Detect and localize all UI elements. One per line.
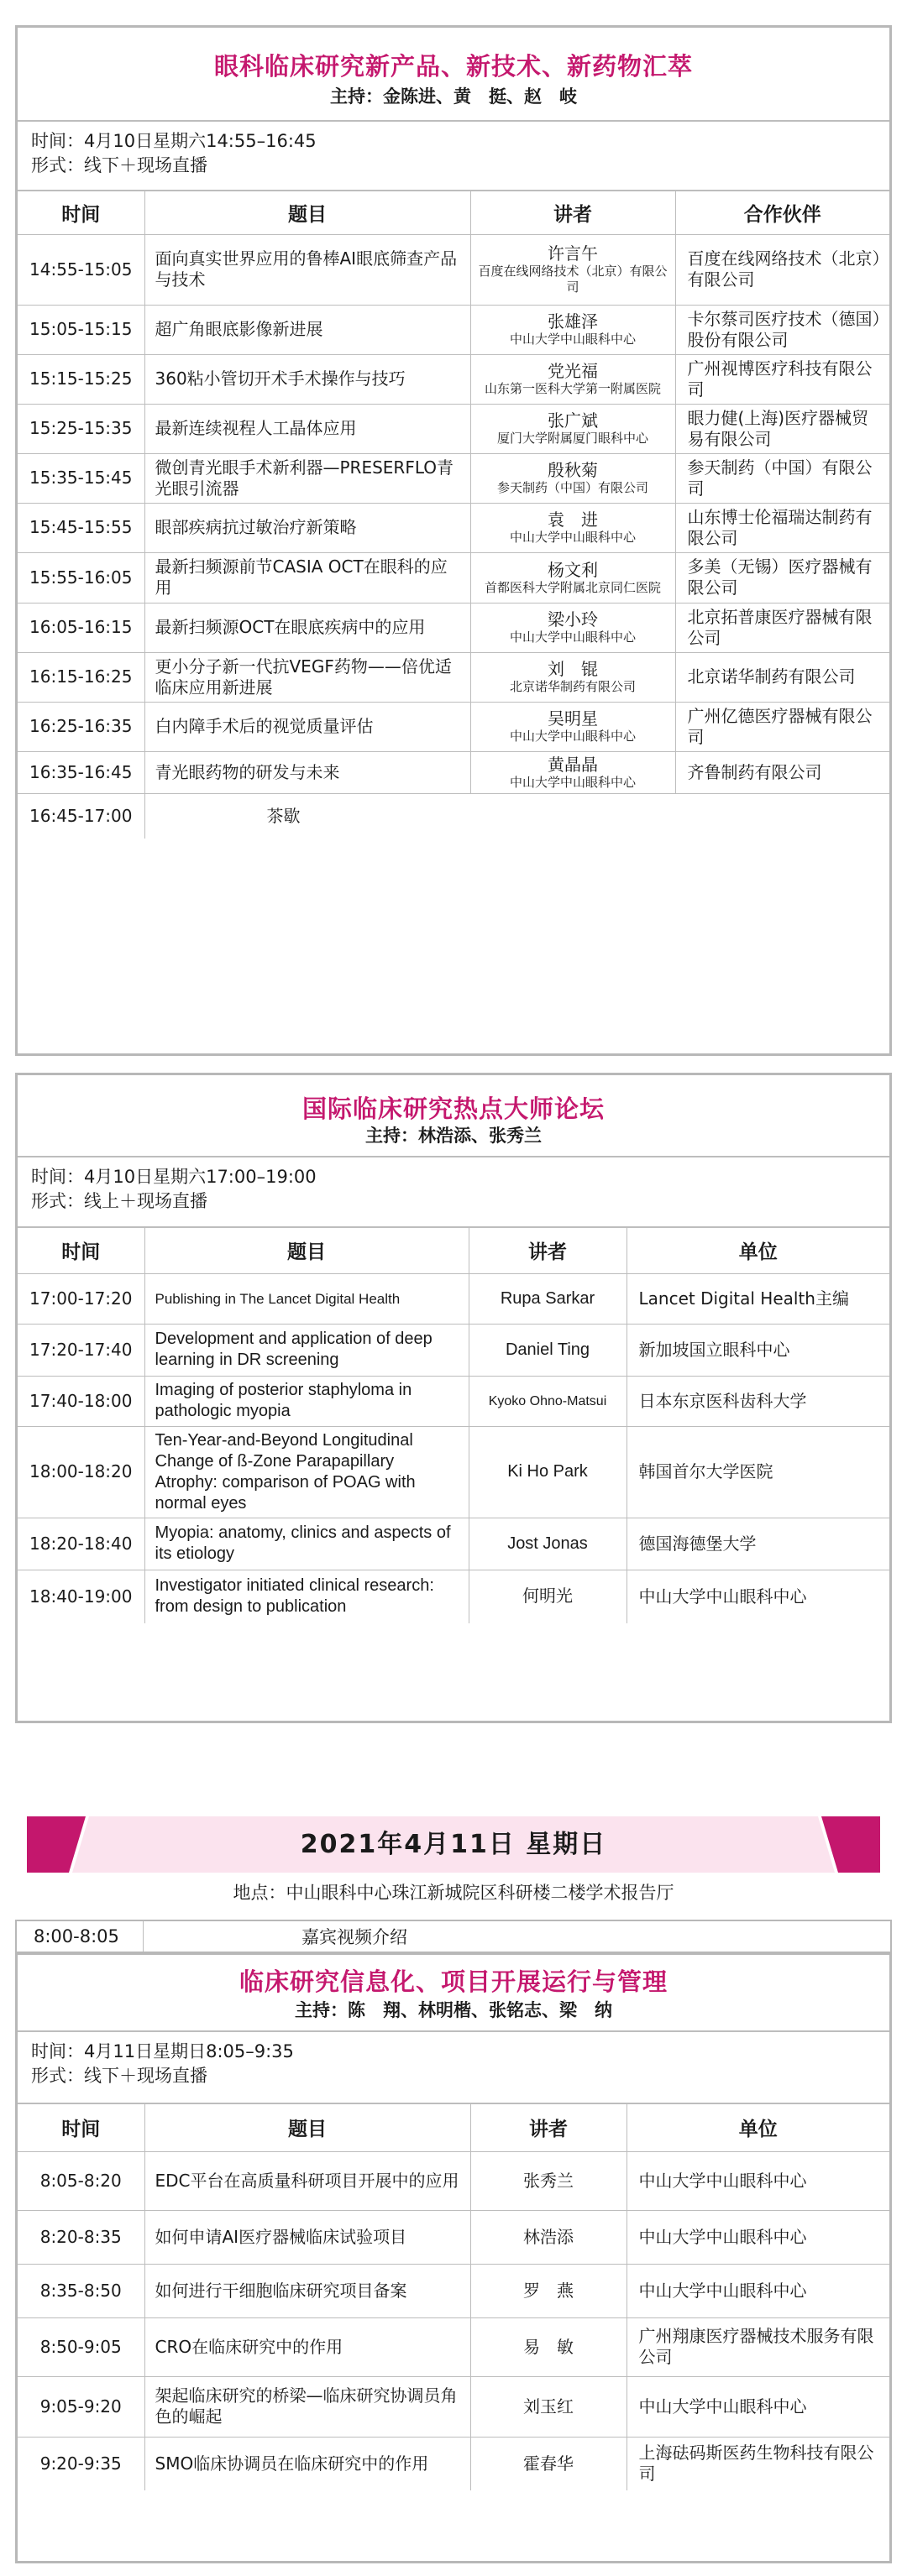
speaker-name: 吴明星 bbox=[548, 708, 598, 729]
session-format: 形式：线下＋现场直播 bbox=[31, 155, 207, 175]
row-partner: 山东博士伦福瑞达制药有限公司 bbox=[675, 503, 889, 552]
row-topic: 最新扫频源前节CASIA OCT在眼科的应用 bbox=[144, 552, 470, 603]
row-topic: 微创青光眼手术新利器—PRESERFLO青光眼引流器 bbox=[144, 453, 470, 503]
row-speaker: 易 敏 bbox=[470, 2317, 627, 2376]
welcome-row bbox=[15, 1920, 892, 1953]
row-speaker: Kyoko Ohno-Matsui bbox=[469, 1376, 627, 1426]
row-time: 16:05-16:15 bbox=[18, 603, 144, 652]
section-title: 眼科临床研究新产品、新技术、新药物汇萃 bbox=[213, 52, 693, 81]
speaker-name: 许言午 bbox=[548, 243, 598, 264]
row-speaker: Rupa Sarkar bbox=[469, 1273, 627, 1324]
table-row bbox=[18, 1426, 889, 1518]
table-row bbox=[18, 2317, 889, 2376]
header-speaker: 讲者 bbox=[469, 1227, 627, 1273]
row-topic: CRO在临床研究中的作用 bbox=[144, 2317, 470, 2376]
table-row bbox=[18, 2376, 889, 2437]
welcome-label: 嘉宾视频介绍 bbox=[301, 1927, 407, 1947]
row-speaker: 罗 燕 bbox=[470, 2264, 627, 2317]
speaker-affiliation: 首都医科大学附属北京同仁医院 bbox=[484, 579, 661, 595]
header-unit: 单位 bbox=[627, 1227, 889, 1273]
row-partner: 北京拓普康医疗器械有限公司 bbox=[675, 603, 889, 652]
row-time: 17:00-17:20 bbox=[18, 1273, 144, 1324]
row-unit: 中山大学中山眼科中心 bbox=[627, 2264, 889, 2317]
row-time: 17:20-17:40 bbox=[18, 1324, 144, 1376]
row-partner: 齐鲁制药有限公司 bbox=[675, 751, 889, 793]
row-speaker: 刘玉红 bbox=[470, 2376, 627, 2437]
section-title: 国际临床研究热点大师论坛 bbox=[301, 1095, 605, 1123]
row-topic: Publishing in The Lancet Digital Health bbox=[144, 1273, 469, 1324]
table-row bbox=[18, 702, 889, 751]
row-speaker bbox=[470, 652, 675, 702]
session-time: 时间：4月10日星期六14:55–16:45 bbox=[31, 131, 317, 151]
row-speaker bbox=[470, 305, 675, 354]
table-row bbox=[18, 1324, 889, 1376]
table-row bbox=[18, 2210, 889, 2264]
table-row bbox=[18, 552, 889, 603]
date-banner bbox=[27, 1816, 880, 1873]
row-unit: 韩国首尔大学医院 bbox=[627, 1426, 889, 1518]
speaker-name: 黄晶晶 bbox=[548, 754, 598, 775]
session-info bbox=[18, 1156, 889, 1226]
row-time: 15:55-16:05 bbox=[18, 552, 144, 603]
table-row bbox=[18, 652, 889, 702]
speaker-name: 殷秋菊 bbox=[548, 460, 598, 480]
row-topic: Investigator initiated clinical research: from design to publication bbox=[144, 1570, 469, 1623]
table-row bbox=[18, 453, 889, 503]
schedule-table bbox=[18, 190, 889, 839]
speaker-affiliation: 厦门大学附属厦门眼科中心 bbox=[496, 431, 648, 446]
row-unit: 新加坡国立眼科中心 bbox=[627, 1324, 889, 1376]
session-format: 形式：线上＋现场直播 bbox=[31, 1191, 207, 1211]
section-title: 临床研究信息化、项目开展运行与管理 bbox=[239, 1967, 668, 1996]
row-time: 14:55-15:05 bbox=[18, 234, 144, 305]
speaker-affiliation: 北京诺华制药有限公司 bbox=[509, 679, 636, 694]
session-info bbox=[18, 120, 889, 190]
row-time: 17:40-18:00 bbox=[18, 1376, 144, 1426]
welcome-time: 8:00-8:05 bbox=[17, 1921, 144, 1952]
row-partner: 卡尔蔡司医疗技术（德国）股份有限公司 bbox=[675, 305, 889, 354]
row-time: 16:25-16:35 bbox=[18, 702, 144, 751]
header-time: 时间 bbox=[18, 191, 144, 234]
row-time: 15:15-15:25 bbox=[18, 354, 144, 404]
table-row bbox=[18, 503, 889, 552]
row-topic: Myopia: anatomy, clinics and aspects of its etiology bbox=[144, 1518, 469, 1570]
section-international-forum bbox=[15, 1073, 892, 1723]
header-speaker: 讲者 bbox=[470, 191, 675, 234]
row-topic: 超广角眼底影像新进展 bbox=[144, 305, 470, 354]
row-unit: 广州翔康医疗器械技术服务有限公司 bbox=[627, 2317, 889, 2376]
speaker-affiliation: 百度在线网络技术（北京）有限公司 bbox=[478, 264, 668, 295]
row-time: 15:05-15:15 bbox=[18, 305, 144, 354]
speaker-name: 刘 锟 bbox=[548, 659, 598, 679]
row-speaker bbox=[470, 453, 675, 503]
row-unit: 德国海德堡大学 bbox=[627, 1518, 889, 1570]
row-time: 18:00-18:20 bbox=[18, 1426, 144, 1518]
row-partner: 广州亿德医疗器械有限公司 bbox=[675, 702, 889, 751]
speaker-affiliation: 中山大学中山眼科中心 bbox=[509, 729, 636, 744]
speaker-name: 张雄泽 bbox=[548, 311, 598, 332]
row-speaker bbox=[470, 751, 675, 793]
session-time: 时间：4月10日星期六17:00–19:00 bbox=[31, 1167, 317, 1187]
header-topic: 题目 bbox=[144, 1227, 469, 1273]
row-time: 8:05-8:20 bbox=[18, 2151, 144, 2210]
row-speaker: 何明光 bbox=[469, 1570, 627, 1623]
table-row bbox=[18, 1376, 889, 1426]
row-time: 16:15-16:25 bbox=[18, 652, 144, 702]
speaker-affiliation: 中山大学中山眼科中心 bbox=[509, 774, 636, 790]
row-unit: 日本东京医科齿科大学 bbox=[627, 1376, 889, 1426]
row-unit: 中山大学中山眼科中心 bbox=[627, 2376, 889, 2437]
row-topic: 最新连续视程人工晶体应用 bbox=[144, 404, 470, 453]
row-speaker bbox=[470, 603, 675, 652]
row-topic: 更小分子新一代抗VEGF药物——倍优适临床应用新进展 bbox=[144, 652, 470, 702]
row-topic: 青光眼药物的研发与未来 bbox=[144, 751, 470, 793]
table-row bbox=[18, 1273, 889, 1324]
row-topic: 如何申请AI医疗器械临床试验项目 bbox=[144, 2210, 470, 2264]
row-topic: Development and application of deep learning in DR screening bbox=[144, 1324, 469, 1376]
session-info bbox=[18, 2030, 889, 2103]
speaker-affiliation: 中山大学中山眼科中心 bbox=[509, 530, 636, 545]
header-time: 时间 bbox=[18, 2103, 144, 2151]
speaker-name: 张广斌 bbox=[548, 410, 598, 431]
break-time: 16:45-17:00 bbox=[18, 793, 144, 839]
row-speaker bbox=[470, 552, 675, 603]
row-speaker bbox=[470, 354, 675, 404]
row-topic: 架起临床研究的桥梁—临床研究协调员角色的崛起 bbox=[144, 2376, 470, 2437]
table-header-row bbox=[18, 1227, 889, 1273]
row-time: 8:20-8:35 bbox=[18, 2210, 144, 2264]
row-topic: EDC平台在高质量科研项目开展中的应用 bbox=[144, 2151, 470, 2210]
row-speaker: Daniel Ting bbox=[469, 1324, 627, 1376]
table-row bbox=[18, 404, 889, 453]
section-clinical-research-management bbox=[15, 1953, 892, 2563]
row-time: 8:35-8:50 bbox=[18, 2264, 144, 2317]
row-unit: 中山大学中山眼科中心 bbox=[627, 2210, 889, 2264]
banner-date: 2021年4月11日 星期日 bbox=[300, 1830, 607, 1859]
row-unit: 中山大学中山眼科中心 bbox=[627, 1570, 889, 1623]
row-speaker: 张秀兰 bbox=[470, 2151, 627, 2210]
header-time: 时间 bbox=[18, 1227, 144, 1273]
speaker-affiliation: 中山大学中山眼科中心 bbox=[509, 332, 636, 347]
table-row bbox=[18, 2437, 889, 2490]
section-hosts: 主持：林浩添、张秀兰 bbox=[365, 1126, 542, 1146]
session-time: 时间：4月11日星期日8:05–9:35 bbox=[31, 2041, 294, 2061]
venue-location: 地点：中山眼科中心珠江新城院区科研楼二楼学术报告厅 bbox=[233, 1883, 674, 1903]
row-partner: 广州视博医疗科技有限公司 bbox=[675, 354, 889, 404]
row-topic: Ten-Year-and-Beyond Longitudinal Change of ß-Zone Parapapillary Atrophy: comparison of POAG with normal eyes bbox=[144, 1426, 469, 1518]
speaker-affiliation: 中山大学中山眼科中心 bbox=[509, 630, 636, 645]
row-speaker: Ki Ho Park bbox=[469, 1426, 627, 1518]
row-partner: 百度在线网络技术（北京）有限公司 bbox=[675, 234, 889, 305]
speaker-name: 梁小玲 bbox=[548, 609, 598, 630]
table-row bbox=[18, 2264, 889, 2317]
section-new-products bbox=[15, 25, 892, 1056]
session-format: 形式：线下＋现场直播 bbox=[31, 2066, 207, 2086]
table-row bbox=[18, 305, 889, 354]
speaker-name: 袁 进 bbox=[548, 509, 598, 530]
row-time: 8:50-9:05 bbox=[18, 2317, 144, 2376]
schedule-table bbox=[18, 2103, 889, 2490]
row-partner: 多美（无锡）医疗器械有限公司 bbox=[675, 552, 889, 603]
table-row bbox=[18, 603, 889, 652]
row-topic: 360粘小管切开术手术操作与技巧 bbox=[144, 354, 470, 404]
table-header-row bbox=[18, 2103, 889, 2151]
header-speaker: 讲者 bbox=[470, 2103, 627, 2151]
row-topic: 眼部疾病抗过敏治疗新策略 bbox=[144, 503, 470, 552]
break-row bbox=[18, 793, 889, 839]
row-topic: 如何进行干细胞临床研究项目备案 bbox=[144, 2264, 470, 2317]
row-speaker: 林浩添 bbox=[470, 2210, 627, 2264]
table-row bbox=[18, 1570, 889, 1623]
header-unit: 单位 bbox=[627, 2103, 889, 2151]
row-speaker bbox=[470, 702, 675, 751]
row-partner: 眼力健(上海)医疗器械贸易有限公司 bbox=[675, 404, 889, 453]
header-topic: 题目 bbox=[144, 2103, 470, 2151]
row-time: 18:40-19:00 bbox=[18, 1570, 144, 1623]
speaker-name: 杨文利 bbox=[548, 559, 598, 580]
row-unit: 上海砝码斯医药生物科技有限公司 bbox=[627, 2437, 889, 2490]
row-time: 15:35-15:45 bbox=[18, 453, 144, 503]
header-topic: 题目 bbox=[144, 191, 470, 234]
table-header-row bbox=[18, 191, 889, 234]
speaker-affiliation: 山东第一医科大学第一附属医院 bbox=[484, 381, 661, 396]
row-topic: Imaging of posterior staphyloma in pathologic myopia bbox=[144, 1376, 469, 1426]
row-partner: 北京诺华制药有限公司 bbox=[675, 652, 889, 702]
row-topic: 面向真实世界应用的鲁棒AI眼底筛查产品与技术 bbox=[144, 234, 470, 305]
row-speaker: 霍春华 bbox=[470, 2437, 627, 2490]
row-time: 9:20-9:35 bbox=[18, 2437, 144, 2490]
row-speaker: Jost Jonas bbox=[469, 1518, 627, 1570]
row-time: 18:20-18:40 bbox=[18, 1518, 144, 1570]
row-speaker bbox=[470, 234, 675, 305]
row-topic: SMO临床协调员在临床研究中的作用 bbox=[144, 2437, 470, 2490]
section-hosts: 主持：陈 翔、林明楷、张铭志、梁 纳 bbox=[295, 2000, 612, 2020]
row-time: 16:35-16:45 bbox=[18, 751, 144, 793]
table-row bbox=[18, 751, 889, 793]
table-row bbox=[18, 1518, 889, 1570]
row-unit: Lancet Digital Health主编 bbox=[627, 1273, 889, 1324]
table-row bbox=[18, 354, 889, 404]
break-label: 茶歇 bbox=[144, 793, 889, 839]
header-partner: 合作伙伴 bbox=[675, 191, 889, 234]
speaker-name: 党光福 bbox=[548, 361, 598, 381]
row-speaker bbox=[470, 404, 675, 453]
section-hosts: 主持：金陈进、黄 挺、赵 岐 bbox=[330, 86, 577, 107]
row-partner: 参天制药（中国）有限公司 bbox=[675, 453, 889, 503]
row-topic: 最新扫频源OCT在眼底疾病中的应用 bbox=[144, 603, 470, 652]
row-time: 9:05-9:20 bbox=[18, 2376, 144, 2437]
row-speaker bbox=[470, 503, 675, 552]
row-time: 15:25-15:35 bbox=[18, 404, 144, 453]
row-topic: 白内障手术后的视觉质量评估 bbox=[144, 702, 470, 751]
table-row bbox=[18, 234, 889, 305]
row-time: 15:45-15:55 bbox=[18, 503, 144, 552]
table-row bbox=[18, 2151, 889, 2210]
speaker-affiliation: 参天制药（中国）有限公司 bbox=[496, 480, 648, 495]
row-unit: 中山大学中山眼科中心 bbox=[627, 2151, 889, 2210]
schedule-table bbox=[18, 1226, 889, 1623]
